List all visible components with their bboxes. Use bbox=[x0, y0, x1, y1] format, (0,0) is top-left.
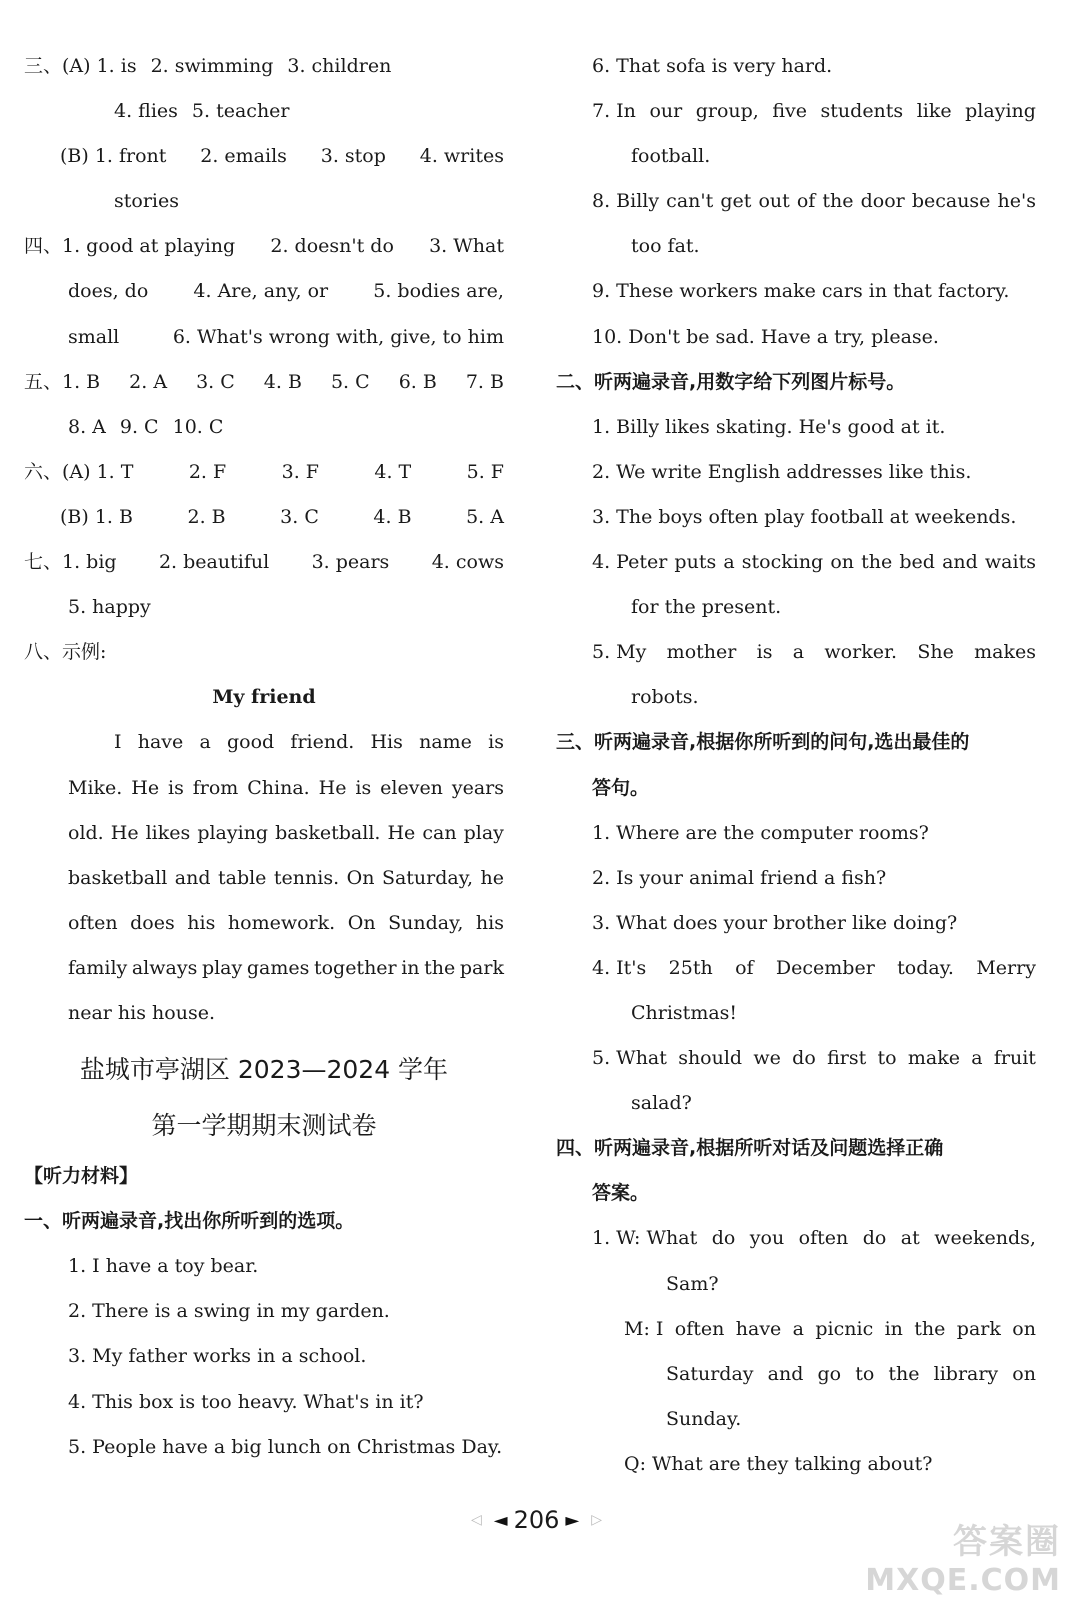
right_column-line bbox=[556, 1036, 1036, 1081]
text-segment: 三、(A) 1. is bbox=[24, 55, 137, 77]
text-segment: 四、1. good at playing bbox=[24, 235, 236, 258]
text-segment: five bbox=[772, 100, 808, 123]
text-segment: play bbox=[201, 956, 243, 979]
text-segment: 3. C bbox=[196, 370, 235, 393]
text-segment: door bbox=[860, 190, 905, 213]
text-segment: a bbox=[971, 1047, 983, 1070]
text-segment: Sam? bbox=[666, 1272, 719, 1295]
text-segment: years bbox=[451, 776, 504, 799]
left_column-line bbox=[24, 946, 504, 991]
text-segment: stories bbox=[114, 190, 179, 213]
left_column_after-line bbox=[24, 1425, 504, 1470]
watermark-line1: 答案圈 bbox=[953, 1522, 1061, 1562]
text-segment: (B) 1. front bbox=[60, 145, 167, 168]
text-segment: 6. That sofa is very hard. bbox=[592, 55, 833, 77]
text-segment: makes bbox=[974, 641, 1036, 664]
left_column_after-line bbox=[24, 1289, 504, 1334]
text-segment: 6. B bbox=[398, 370, 437, 393]
text-segment: a bbox=[199, 731, 211, 754]
text-segment: 8. Billy bbox=[592, 190, 660, 213]
text-segment: On bbox=[347, 911, 376, 934]
text-segment: near his house. bbox=[68, 1001, 215, 1024]
text-segment: have bbox=[735, 1317, 782, 1340]
page-number: 206 bbox=[513, 1506, 560, 1534]
text-segment: 5. teacher bbox=[191, 100, 290, 123]
text-segment: 5. happy bbox=[68, 596, 151, 619]
text-segment: the bbox=[822, 190, 854, 213]
text-segment: 5. What bbox=[592, 1047, 667, 1070]
text-segment: the bbox=[861, 551, 893, 574]
text-segment: homework. bbox=[227, 911, 336, 934]
left_column-line bbox=[24, 495, 504, 540]
right_column-line bbox=[556, 585, 1036, 630]
text-segment: 4. Are, any, or bbox=[193, 280, 329, 303]
text-segment: He bbox=[318, 776, 347, 799]
right_column-line bbox=[556, 495, 1036, 540]
text-segment: stocking bbox=[741, 551, 824, 574]
text-segment: friend. bbox=[290, 731, 355, 754]
text-segment: often bbox=[68, 911, 118, 934]
text-segment: 三、听两遍录音,根据你所听到的问句,选出最佳的 bbox=[556, 731, 970, 754]
text-segment: on bbox=[1012, 1317, 1036, 1340]
text-segment: 4. writes bbox=[419, 145, 504, 168]
text-segment: Mike. bbox=[68, 776, 123, 799]
left_column-line bbox=[24, 540, 504, 585]
text-segment: basketball bbox=[68, 866, 168, 889]
text-segment: Sunday. bbox=[666, 1407, 742, 1430]
text-segment: the bbox=[424, 956, 456, 979]
text-segment: weekends, bbox=[934, 1227, 1036, 1250]
text-segment: 10. Don't be sad. Have a try, please. bbox=[592, 325, 939, 348]
right_column-line bbox=[556, 360, 1036, 405]
watermark-logo bbox=[865, 1514, 1061, 1598]
text-segment: group, bbox=[695, 100, 759, 123]
text-segment: today. bbox=[897, 956, 954, 979]
text-segment: 3. pears bbox=[311, 551, 390, 574]
text-segment: 3. F bbox=[281, 460, 319, 483]
text-segment: His bbox=[370, 731, 403, 754]
text-segment: salad? bbox=[631, 1092, 692, 1115]
right_column-line bbox=[556, 766, 1036, 811]
text-segment: you bbox=[749, 1227, 785, 1250]
right-column bbox=[556, 44, 1036, 1487]
text-segment: the bbox=[888, 1362, 920, 1385]
right_column-line bbox=[556, 405, 1036, 450]
text-segment: 八、示例: bbox=[24, 641, 107, 664]
text-segment: 五、1. B bbox=[24, 370, 101, 393]
text-segment: 4. Peter bbox=[592, 551, 668, 574]
right_column-line bbox=[556, 1442, 1036, 1487]
text-segment: 1. Where are the computer rooms? bbox=[592, 821, 929, 844]
text-segment: He bbox=[110, 821, 139, 844]
right_column-line bbox=[556, 991, 1036, 1036]
text-segment: 3. What does your brother like doing? bbox=[592, 911, 958, 934]
left_column-line bbox=[24, 315, 504, 360]
text-segment: his bbox=[187, 911, 216, 934]
text-segment: Saturday bbox=[666, 1362, 754, 1385]
left_column-line bbox=[24, 811, 504, 856]
right_column-line bbox=[556, 1081, 1036, 1126]
text-segment: should bbox=[678, 1047, 743, 1070]
text-segment: mother bbox=[666, 641, 737, 664]
text-segment: puts bbox=[674, 551, 717, 574]
left_column-line bbox=[24, 89, 504, 134]
text-segment: play bbox=[463, 821, 504, 844]
text-segment: is bbox=[488, 731, 504, 754]
text-segment: 四、听两遍录音,根据所听对话及问题选择正确 bbox=[556, 1137, 944, 1160]
left_column_after-line bbox=[24, 1244, 504, 1289]
text-segment: 2. We write English addresses like this. bbox=[592, 460, 972, 483]
text-segment: too fat. bbox=[631, 235, 700, 258]
text-segment: do bbox=[792, 1047, 816, 1070]
right_column-line bbox=[556, 89, 1036, 134]
left_column_after-line bbox=[24, 1154, 504, 1199]
text-segment: China. bbox=[247, 776, 310, 799]
text-segment: on bbox=[1012, 1362, 1036, 1385]
text-segment: My friend bbox=[212, 686, 316, 709]
text-segment: to bbox=[855, 1362, 875, 1385]
right_column-line bbox=[556, 450, 1036, 495]
prev-arrow-icon: ◄ bbox=[493, 1509, 508, 1531]
text-segment: 4. It's bbox=[592, 956, 647, 979]
left-column bbox=[24, 44, 504, 1470]
text-segment: bed bbox=[899, 551, 935, 574]
text-segment: he's bbox=[997, 190, 1036, 213]
right_column-line bbox=[556, 630, 1036, 675]
text-segment: is bbox=[756, 641, 773, 664]
text-segment: 4. T bbox=[374, 460, 412, 483]
text-segment: Christmas! bbox=[631, 1001, 738, 1024]
text-segment: Merry bbox=[976, 956, 1036, 979]
text-segment: eleven bbox=[380, 776, 443, 799]
text-segment: often bbox=[674, 1317, 725, 1340]
text-segment: a bbox=[792, 641, 805, 664]
text-segment: and bbox=[767, 1362, 804, 1385]
left_column-line bbox=[24, 269, 504, 314]
text-segment: 1. Billy likes skating. He's good at it. bbox=[592, 415, 946, 438]
text-segment: 2. beautiful bbox=[158, 551, 270, 574]
text-segment: robots. bbox=[631, 686, 699, 709]
left_column-line bbox=[24, 766, 504, 811]
text-segment: waits bbox=[984, 551, 1036, 574]
text-segment: of bbox=[796, 190, 816, 213]
text-segment: playing bbox=[965, 100, 1036, 123]
right_column-line bbox=[556, 1171, 1036, 1216]
text-segment: 答句。 bbox=[592, 776, 650, 799]
text-segment: 5. People have a big lunch on Christmas Day. bbox=[68, 1435, 503, 1458]
text-segment: 5. C bbox=[330, 370, 370, 393]
text-segment: On bbox=[346, 866, 375, 889]
text-segment: park bbox=[956, 1317, 1001, 1340]
text-segment: fruit bbox=[993, 1047, 1036, 1070]
text-segment: I bbox=[114, 731, 122, 754]
text-segment: at bbox=[900, 1227, 920, 1250]
text-segment: Sunday, bbox=[388, 911, 464, 934]
text-segment: playing bbox=[197, 821, 269, 844]
text-segment: for the present. bbox=[631, 596, 782, 619]
right_column-line bbox=[556, 540, 1036, 585]
text-segment: 5. My bbox=[592, 641, 647, 664]
text-segment: name bbox=[419, 731, 472, 754]
text-segment: 10. C bbox=[172, 415, 224, 438]
text-segment: 5. F bbox=[466, 460, 504, 483]
left_column-line bbox=[24, 585, 504, 630]
text-segment: Saturday, bbox=[381, 866, 473, 889]
text-segment: he bbox=[480, 866, 504, 889]
right_column-line bbox=[556, 224, 1036, 269]
text-segment: old. bbox=[68, 821, 104, 844]
left_column-line bbox=[24, 360, 504, 405]
right_column-line bbox=[556, 315, 1036, 360]
left_column-line bbox=[24, 44, 504, 89]
text-segment: good bbox=[227, 731, 275, 754]
text-segment: on bbox=[830, 551, 855, 574]
text-segment: 2. Is your animal friend a fish? bbox=[592, 866, 887, 889]
text-segment: go bbox=[817, 1362, 842, 1385]
prev-light-arrow-icon: ◁ bbox=[470, 1512, 482, 1528]
text-segment: small bbox=[68, 325, 120, 348]
left_column-line bbox=[24, 901, 504, 946]
text-segment: He bbox=[387, 821, 416, 844]
text-segment: together bbox=[313, 956, 397, 979]
text-segment: likes bbox=[145, 821, 191, 844]
text-segment: 3. children bbox=[287, 55, 392, 77]
text-segment: is bbox=[355, 776, 372, 799]
right_column-line bbox=[556, 901, 1036, 946]
text-segment: often bbox=[798, 1227, 849, 1250]
text-segment: can't bbox=[666, 190, 714, 213]
left_column_after-line bbox=[24, 1199, 504, 1244]
next-light-arrow-icon: ▷ bbox=[591, 1512, 603, 1528]
text-segment: does bbox=[130, 911, 175, 934]
text-segment: 1. W: What bbox=[592, 1227, 698, 1250]
left_column_after-line bbox=[24, 1334, 504, 1379]
left_column-line bbox=[24, 405, 504, 450]
text-segment: 3. My father works in a school. bbox=[68, 1345, 367, 1368]
text-segment: 【听力材料】 bbox=[24, 1165, 139, 1188]
right_column-line bbox=[556, 720, 1036, 765]
text-segment: games bbox=[246, 956, 310, 979]
text-segment: 9. These workers make cars in that factory. bbox=[592, 280, 1010, 303]
text-segment: 六、(A) 1. T bbox=[24, 460, 134, 483]
left_column-line bbox=[24, 450, 504, 495]
left_column-line bbox=[24, 630, 504, 675]
text-segment: our bbox=[649, 100, 683, 123]
text-segment: 2. emails bbox=[200, 145, 287, 168]
right_column-line bbox=[556, 1307, 1036, 1352]
text-segment: get bbox=[720, 190, 752, 213]
text-segment: 4. B bbox=[263, 370, 302, 393]
text-segment: (B) 1. B bbox=[60, 505, 133, 528]
text-segment: do bbox=[711, 1227, 736, 1250]
text-segment: basketball. bbox=[275, 821, 381, 844]
text-segment: from bbox=[192, 776, 239, 799]
text-segment: table bbox=[217, 866, 267, 889]
left_column-line bbox=[24, 675, 504, 720]
text-segment: the bbox=[914, 1317, 946, 1340]
right_column-line bbox=[556, 269, 1036, 314]
text-segment: picnic bbox=[815, 1317, 874, 1340]
text-segment: December bbox=[775, 956, 875, 979]
text-segment: 5. A bbox=[466, 505, 504, 528]
left_column-line bbox=[24, 134, 504, 179]
text-segment: 6. What's wrong with, give, to him bbox=[172, 325, 504, 348]
text-segment: 8. A bbox=[68, 415, 106, 438]
text-segment: 3. C bbox=[280, 505, 319, 528]
text-segment: in bbox=[884, 1317, 903, 1340]
text-segment: He bbox=[131, 776, 160, 799]
text-segment: does, do bbox=[68, 280, 149, 303]
text-segment: 4. B bbox=[373, 505, 412, 528]
text-segment: family bbox=[68, 956, 128, 979]
text-segment: because bbox=[911, 190, 991, 213]
text-segment: Q: What are they talking about? bbox=[624, 1452, 933, 1475]
text-segment: She bbox=[917, 641, 954, 664]
text-segment: 3. stop bbox=[320, 145, 386, 168]
text-segment: tennis. bbox=[273, 866, 340, 889]
text-segment: 七、1. big bbox=[24, 551, 117, 574]
text-segment: 9. C bbox=[119, 415, 159, 438]
text-segment: 2. There is a swing in my garden. bbox=[68, 1300, 390, 1323]
left_column-line bbox=[24, 179, 504, 224]
exam-title-line1: 盐城市亭湖区 2023—2024 学年 bbox=[79, 1055, 449, 1085]
right_column-line bbox=[556, 134, 1036, 179]
text-segment: football. bbox=[631, 145, 711, 168]
text-segment: 一、听两遍录音,找出你所听到的选项。 bbox=[24, 1210, 355, 1233]
right_column-line bbox=[556, 811, 1036, 856]
text-segment: 25th bbox=[668, 956, 713, 979]
text-segment: 4. cows bbox=[431, 551, 504, 574]
text-segment: is bbox=[168, 776, 184, 799]
text-segment: and bbox=[174, 866, 211, 889]
text-segment: 7. B bbox=[465, 370, 504, 393]
text-segment: 2. doesn't do bbox=[270, 235, 394, 258]
text-segment: 7. In bbox=[592, 100, 636, 123]
right_column-line bbox=[556, 946, 1036, 991]
text-segment: library bbox=[933, 1362, 999, 1385]
text-segment: M: I bbox=[624, 1317, 664, 1340]
text-segment: of bbox=[735, 956, 754, 979]
exam-title-line2: 第一学期期末测试卷 bbox=[151, 1111, 377, 1141]
text-segment: first bbox=[827, 1047, 867, 1070]
text-segment: have bbox=[137, 731, 184, 754]
next-arrow-icon: ► bbox=[565, 1509, 580, 1531]
text-segment: his bbox=[475, 911, 504, 934]
text-segment: 2. swimming bbox=[150, 55, 274, 77]
right_column-line bbox=[556, 44, 1036, 89]
right_column-line bbox=[556, 1126, 1036, 1171]
text-segment: to bbox=[877, 1047, 897, 1070]
text-segment: a bbox=[723, 551, 735, 574]
text-segment: always bbox=[131, 956, 198, 979]
text-segment: 5. bodies are, bbox=[373, 280, 504, 303]
text-segment: a bbox=[792, 1317, 804, 1340]
text-segment: 3. The boys often play football at weekends. bbox=[592, 505, 1017, 528]
text-segment: in bbox=[401, 956, 420, 979]
text-segment: worker. bbox=[824, 641, 897, 664]
text-segment: out bbox=[758, 190, 790, 213]
text-segment: 2. F bbox=[188, 460, 227, 483]
right_column-line bbox=[556, 1216, 1036, 1261]
right_column-line bbox=[556, 1352, 1036, 1397]
text-segment: 2. B bbox=[187, 505, 226, 528]
text-segment: 1. I have a toy bear. bbox=[68, 1255, 259, 1278]
text-segment: 4. flies bbox=[114, 100, 178, 123]
text-segment: 答案。 bbox=[592, 1182, 650, 1205]
text-segment: 4. This box is too heavy. What's in it? bbox=[68, 1390, 424, 1413]
text-segment: students bbox=[820, 100, 904, 123]
text-segment: can bbox=[422, 821, 457, 844]
right_column-line bbox=[556, 179, 1036, 224]
text-segment: make bbox=[907, 1047, 960, 1070]
text-segment: 2. A bbox=[129, 370, 168, 393]
left_column-line bbox=[24, 720, 504, 765]
left_column-line bbox=[24, 224, 504, 269]
text-segment: do bbox=[862, 1227, 887, 1250]
text-segment: like bbox=[916, 100, 952, 123]
left_column-line bbox=[24, 991, 504, 1036]
right_column-line bbox=[556, 856, 1036, 901]
right_column-line bbox=[556, 675, 1036, 720]
left_column-line bbox=[24, 856, 504, 901]
text-segment: we bbox=[753, 1047, 781, 1070]
text-segment: 二、听两遍录音,用数字给下列图片标号。 bbox=[556, 370, 906, 393]
left_column_after-line bbox=[24, 1380, 504, 1425]
text-segment: park bbox=[459, 956, 504, 979]
text-segment: 3. What bbox=[429, 235, 504, 258]
right_column-line bbox=[556, 1397, 1036, 1442]
right_column-line bbox=[556, 1262, 1036, 1307]
text-segment: and bbox=[942, 551, 978, 574]
watermark-line2: MXQE.COM bbox=[865, 1563, 1061, 1598]
